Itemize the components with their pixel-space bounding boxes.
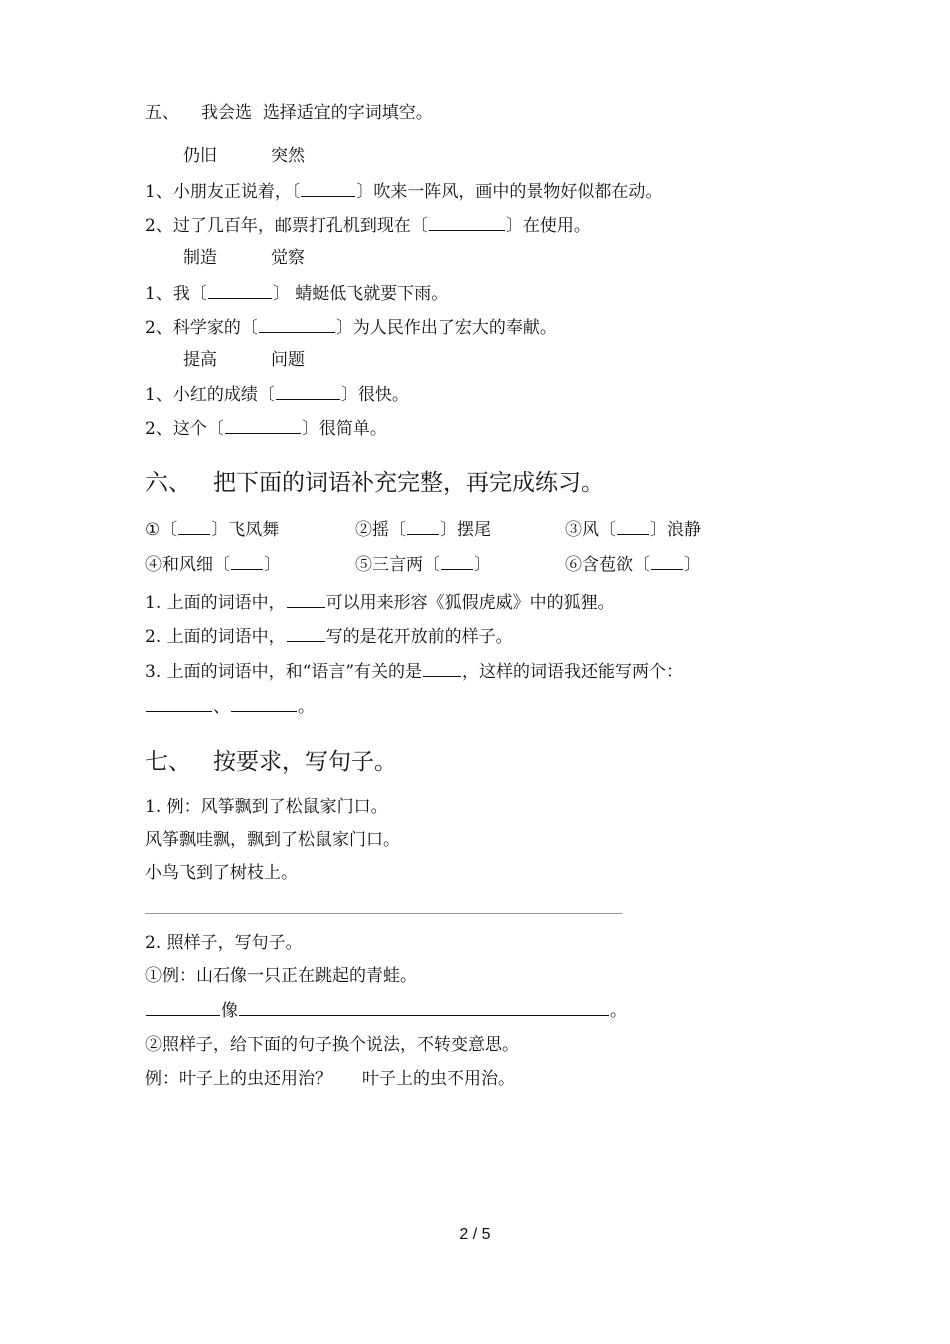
sentence-word: 像 [221, 1001, 238, 1021]
answer-blank[interactable] [231, 553, 263, 570]
idiom-item: ②摇〔 〕摆尾 [355, 520, 491, 540]
question-text: 〕吹来一阵风，画中的景物好似都在动。 [356, 182, 663, 202]
section-number: 五、 [145, 103, 179, 123]
question-line [145, 316, 557, 339]
answer-blank[interactable] [407, 518, 439, 535]
paragraph: ②照样子，给下面的句子换个说法，不转变意思。 [145, 1035, 519, 1055]
word-choice: 仍旧 [183, 146, 217, 166]
question-text: 2. 上面的词语中， [145, 627, 286, 647]
word-choices-3 [183, 349, 305, 371]
example-answer: 叶子上的虫不用治。 [362, 1069, 515, 1089]
idiom-item: ③风〔 〕浪静 [565, 520, 701, 540]
heading-text: 按要求，写句子。 [213, 749, 397, 775]
answer-line [145, 695, 315, 718]
section-number: 六、 [145, 470, 191, 496]
answer-blank[interactable] [423, 660, 461, 677]
answer-blank[interactable] [287, 625, 325, 642]
heading-text: 把下面的词语补充完整，再完成练习。 [213, 470, 604, 496]
word-choices-1 [183, 145, 305, 167]
question-line [145, 383, 409, 406]
idiom-item: ①〔 〕飞凤舞 [145, 520, 280, 540]
answer-rule[interactable] [145, 913, 622, 914]
heading-instruction: 选择适宜的字词填空。 [262, 103, 433, 123]
idiom-row-2 [145, 553, 845, 577]
question-text: 1、我〔 [145, 284, 207, 304]
section-number: 七、 [145, 749, 191, 775]
answer-line [145, 999, 627, 1022]
idiom-item: ⑥含苞欲〔 〕 [565, 555, 701, 575]
question-text: 2、这个〔 [145, 419, 224, 439]
paragraph: 小鸟飞到了树枝上。 [145, 863, 298, 883]
paragraph: 风筝飘哇飘，飘到了松鼠家门口。 [145, 830, 400, 850]
question-text: 〕 蜻蜓低飞就要下雨。 [272, 284, 449, 304]
question-text: 〕很简单。 [301, 419, 387, 439]
example-line [145, 1068, 515, 1090]
word-choice: 问题 [271, 350, 305, 370]
question-text: 写的是花开放前的样子。 [325, 627, 513, 647]
section-7-heading [145, 747, 397, 777]
question-text: ，这样的词语我还能写两个： [462, 662, 684, 682]
answer-blank[interactable] [231, 695, 297, 712]
section-6-heading [145, 468, 604, 498]
answer-blank[interactable] [225, 417, 301, 434]
answer-blank[interactable] [208, 282, 272, 299]
question-line [145, 282, 448, 305]
idiom-item: ④和风细〔 〕 [145, 555, 281, 575]
answer-blank[interactable] [617, 518, 649, 535]
answer-blank[interactable] [146, 999, 220, 1016]
question-text: 〕很快。 [340, 385, 409, 405]
word-choices-2 [183, 247, 305, 269]
answer-blank[interactable] [259, 316, 335, 333]
page-number: 2 / 5 [459, 1226, 491, 1243]
question-line [145, 660, 683, 683]
period: 。 [610, 1001, 627, 1021]
question-text: 可以用来形容《狐假虎威》中的狐狸。 [325, 593, 615, 613]
question-line [145, 591, 615, 614]
answer-blank[interactable] [301, 180, 355, 197]
answer-blank[interactable] [239, 999, 609, 1016]
example-question: 例：叶子上的虫还用治？ [145, 1069, 332, 1089]
answer-blank[interactable] [441, 553, 473, 570]
answer-blank[interactable] [429, 214, 505, 231]
question-text: 2、科学家的〔 [145, 318, 258, 338]
paragraph: ①例：山石像一只正在跳起的青蛙。 [145, 966, 417, 986]
answer-blank[interactable] [287, 591, 325, 608]
question-text: 〕为人民作出了宏大的奉献。 [335, 318, 557, 338]
question-line [145, 180, 662, 203]
word-choice: 制造 [183, 248, 217, 268]
question-line [145, 214, 591, 237]
separator: 、 [213, 697, 230, 717]
question-text: 1. 上面的词语中， [145, 593, 286, 613]
question-line [145, 417, 387, 440]
idiom-item: ⑤三言两〔 〕 [355, 555, 491, 575]
section-5-heading [145, 102, 433, 124]
paragraph: 1. 例：风筝飘到了松鼠家门口。 [145, 797, 388, 817]
question-text: 3. 上面的词语中，和“语言”有关的是 [145, 662, 423, 682]
answer-blank[interactable] [146, 695, 212, 712]
answer-blank[interactable] [651, 553, 683, 570]
heading-text: 我会选 [201, 103, 252, 123]
period: 。 [298, 697, 315, 717]
question-text: 2、过了几百年，邮票打孔机到现在〔 [145, 216, 428, 236]
question-text: 1、小朋友正说着，〔 [145, 182, 301, 202]
question-text: 〕在使用。 [505, 216, 591, 236]
idiom-row-1 [145, 518, 845, 542]
question-line [145, 625, 513, 648]
question-text: 1、小红的成绩〔 [145, 385, 275, 405]
word-choice: 觉察 [271, 248, 305, 268]
word-choice: 提高 [183, 350, 217, 370]
answer-blank[interactable] [276, 383, 340, 400]
word-choice: 突然 [271, 146, 305, 166]
answer-blank[interactable] [178, 518, 210, 535]
paragraph: 2. 照样子，写句子。 [145, 933, 303, 953]
